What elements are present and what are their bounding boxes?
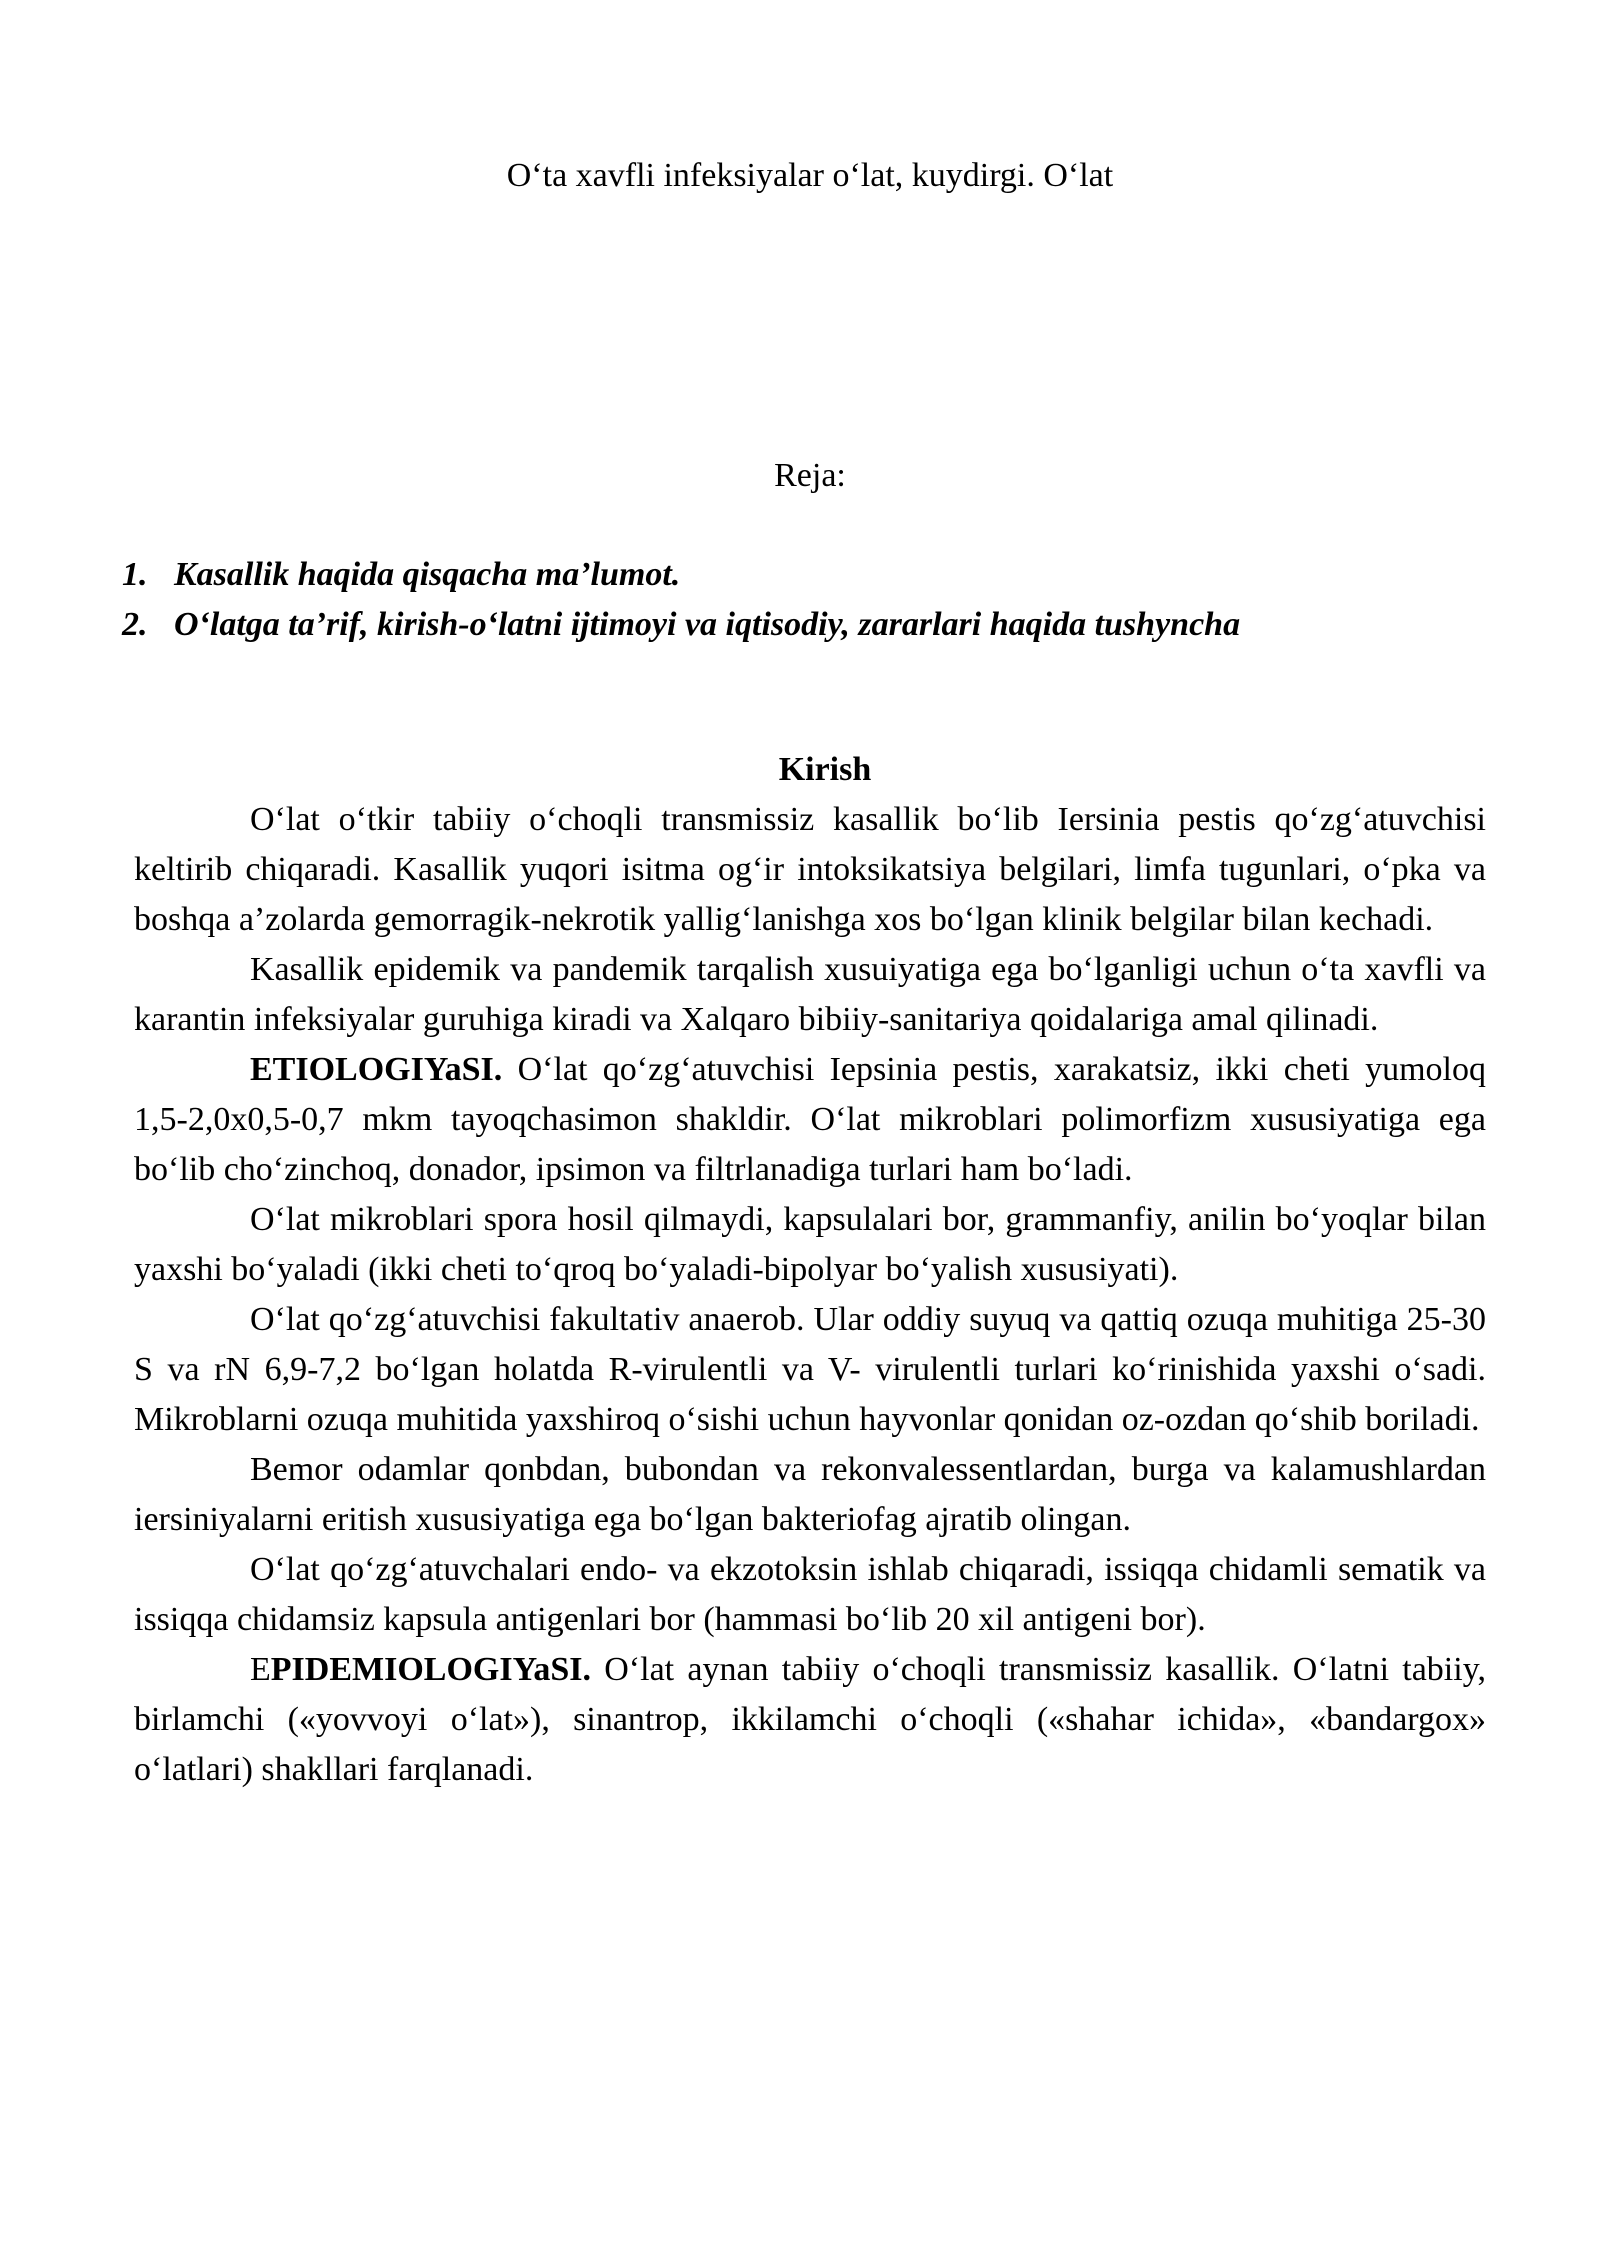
plan-list <box>122 550 1240 650</box>
paragraph-text: O‘lat mikroblari spora hosil qilmaydi, kapsulalari bor, grammanfiy, anilin bo‘yoqlar bilan yaxshi bo‘yaladi (ikki cheti to‘qroq bo‘yaladi-bipolyar bo‘yalish xususiyati). <box>134 1201 1486 1288</box>
document-body <box>134 745 1486 1795</box>
paragraph-text: O‘lat qo‘zg‘atuvchalari endo- va ekzotoksin ishlab chiqaradi, issiqqa chidamli sematik va issiqqa chidamsiz kapsula antigenlari bor (hammasi bo‘lib 20 xil antigeni bor). <box>134 1551 1486 1638</box>
paragraph <box>134 1295 1486 1445</box>
paragraph-text: Kasallik epidemik va pandemik tarqalish xusuiyatiga ega bo‘lganligi uchun o‘ta xavfli va karantin infeksiyalar guruhiga kiradi va Xalqaro bibiiy-sanitariya qoidalariga amal qilinadi. <box>134 951 1486 1038</box>
paragraph <box>134 1195 1486 1295</box>
epidemiology-heading: PIDEMIOLOGIYaSI. <box>270 1651 592 1688</box>
paragraph <box>134 795 1486 945</box>
paragraph-text: O‘lat aynan tabiiy o‘choqli transmissiz kasallik. O‘latni tabiiy, birlamchi («yovvoyi o‘lat»), sinantrop, ikkilamchi o‘choqli («shahar ichida», «bandargox» o‘latlari) shakllari farqlanadi. <box>134 1651 1486 1788</box>
plan-item <box>122 550 1240 600</box>
plan-item-text: Kasallik haqida qisqacha ma’lumot. <box>174 556 681 593</box>
paragraph-text: O‘lat o‘tkir tabiiy o‘choqli transmissiz kasallik bo‘lib Iersinia pestis qo‘zg‘atuvchisi keltirib chiqaradi. Kasallik yuqori isitma og‘ir intoksikatsiya belgilari, limfa tugunlari, o‘pka va boshqa a’zolarda gemorragik-nekrotik yallig‘lanishga xos bo‘lgan klinik belgilar bilan kechadi. <box>134 801 1486 938</box>
paragraph-text: O‘lat qo‘zg‘atuvchisi Iepsinia pestis, xarakatsiz, ikki cheti yumoloq 1,5-2,0x0,5-0,7 mkm tayoqchasimon shakldir. O‘lat mikroblari polimorfizm xususiyatiga ega bo‘lib cho‘zinchoq, donador, ipsimon va filtrlanadiga turlari ham bo‘ladi. <box>134 1051 1486 1188</box>
paragraph <box>134 1445 1486 1545</box>
etiology-heading: ETIOLOGIYaSI. <box>250 1051 503 1088</box>
plan-item-text: O‘latga ta’rif, kirish-o‘latni ijtimoyi va iqtisodiy, zararlari haqida tushyncha <box>174 606 1241 643</box>
paragraph-text: Bemor odamlar qonbdan, bubondan va rekonvalessentlardan, burga va kalamushlardan iersiniyalarni eritish xususiyatiga ega bo‘lgan bakteriofag ajratib olingan. <box>134 1451 1486 1538</box>
plan-heading: Reja: <box>774 457 846 494</box>
paragraph <box>134 945 1486 1045</box>
paragraph-text: O‘lat qo‘zg‘atuvchisi fakultativ anaerob. Ular oddiy suyuq va qattiq ozuqa muhitiga 25-30 S va rN 6,9-7,2 bo‘lgan holatda R-virulentli va V- virulentli turlari ko‘rinishida yaxshi o‘sadi. Mikroblarni ozuqa muhitida yaxshiroq o‘sishi uchun hayvonlar qonidan oz-ozdan qo‘shib boriladi. <box>134 1301 1486 1438</box>
intro-heading: Kirish <box>778 751 872 788</box>
plan-item-number: 2. <box>122 606 148 643</box>
paragraph <box>134 1545 1486 1645</box>
paragraph-epidemiology <box>134 1645 1486 1795</box>
paragraph-etiology <box>134 1045 1486 1195</box>
epidemiology-heading-initial: E <box>250 1651 271 1688</box>
plan-item-number: 1. <box>122 556 148 593</box>
document-title: O‘ta xavfli infeksiyalar o‘lat, kuydirgi. O‘lat <box>506 157 1114 194</box>
plan-item <box>122 600 1240 650</box>
